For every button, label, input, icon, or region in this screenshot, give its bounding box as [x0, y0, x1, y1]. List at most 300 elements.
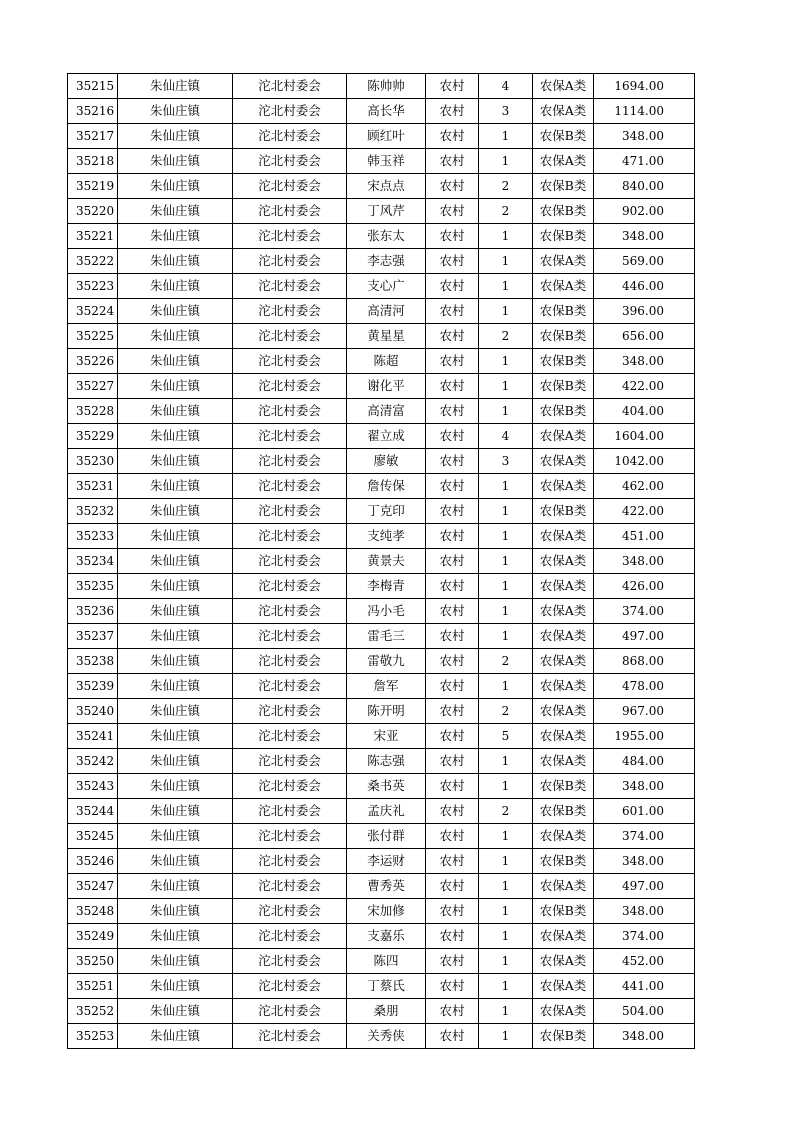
- cell-category: 农保A类: [533, 999, 594, 1024]
- cell-member-count: 1: [479, 599, 533, 624]
- cell-village: 沱北村委会: [233, 374, 347, 399]
- cell-member-count: 1: [479, 849, 533, 874]
- cell-category: 农保A类: [533, 524, 594, 549]
- cell-category: 农保A类: [533, 824, 594, 849]
- cell-name: 支嘉乐: [347, 924, 426, 949]
- cell-household-type: 农村: [426, 674, 479, 699]
- table-row: [68, 599, 695, 624]
- cell-town: 朱仙庄镇: [118, 749, 233, 774]
- cell-town: 朱仙庄镇: [118, 924, 233, 949]
- cell-id: 35230: [68, 449, 118, 474]
- cell-name: 陈帅帅: [347, 74, 426, 99]
- cell-town: 朱仙庄镇: [118, 549, 233, 574]
- cell-member-count: 1: [479, 974, 533, 999]
- cell-name: 曹秀英: [347, 874, 426, 899]
- cell-category: 农保A类: [533, 949, 594, 974]
- table-row: [68, 649, 695, 674]
- cell-town: 朱仙庄镇: [118, 899, 233, 924]
- cell-household-type: 农村: [426, 299, 479, 324]
- cell-village: 沱北村委会: [233, 624, 347, 649]
- cell-amount: 422.00: [594, 499, 695, 524]
- cell-name: 丁蔡氏: [347, 974, 426, 999]
- cell-id: 35251: [68, 974, 118, 999]
- cell-amount: 348.00: [594, 774, 695, 799]
- cell-town: 朱仙庄镇: [118, 724, 233, 749]
- table-row: [68, 774, 695, 799]
- cell-household-type: 农村: [426, 424, 479, 449]
- cell-name: 宋亚: [347, 724, 426, 749]
- cell-member-count: 1: [479, 499, 533, 524]
- cell-amount: 374.00: [594, 924, 695, 949]
- cell-member-count: 1: [479, 824, 533, 849]
- cell-name: 宋加修: [347, 899, 426, 924]
- cell-town: 朱仙庄镇: [118, 1024, 233, 1049]
- cell-amount: 471.00: [594, 149, 695, 174]
- cell-village: 沱北村委会: [233, 724, 347, 749]
- cell-village: 沱北村委会: [233, 224, 347, 249]
- table-row: [68, 124, 695, 149]
- cell-category: 农保B类: [533, 324, 594, 349]
- cell-amount: 484.00: [594, 749, 695, 774]
- cell-village: 沱北村委会: [233, 524, 347, 549]
- cell-category: 农保A类: [533, 624, 594, 649]
- cell-town: 朱仙庄镇: [118, 74, 233, 99]
- cell-household-type: 农村: [426, 924, 479, 949]
- cell-household-type: 农村: [426, 174, 479, 199]
- cell-town: 朱仙庄镇: [118, 224, 233, 249]
- cell-town: 朱仙庄镇: [118, 874, 233, 899]
- cell-town: 朱仙庄镇: [118, 174, 233, 199]
- cell-member-count: 1: [479, 999, 533, 1024]
- cell-amount: 569.00: [594, 249, 695, 274]
- cell-id: 35244: [68, 799, 118, 824]
- cell-id: 35216: [68, 99, 118, 124]
- cell-category: 农保A类: [533, 974, 594, 999]
- cell-member-count: 2: [479, 649, 533, 674]
- cell-member-count: 1: [479, 524, 533, 549]
- cell-amount: 396.00: [594, 299, 695, 324]
- cell-member-count: 5: [479, 724, 533, 749]
- cell-town: 朱仙庄镇: [118, 424, 233, 449]
- cell-id: 35233: [68, 524, 118, 549]
- cell-member-count: 1: [479, 874, 533, 899]
- cell-name: 詹传保: [347, 474, 426, 499]
- cell-name: 支纯孝: [347, 524, 426, 549]
- cell-id: 35237: [68, 624, 118, 649]
- cell-name: 翟立成: [347, 424, 426, 449]
- cell-village: 沱北村委会: [233, 499, 347, 524]
- cell-id: 35219: [68, 174, 118, 199]
- cell-id: 35242: [68, 749, 118, 774]
- cell-member-count: 4: [479, 424, 533, 449]
- cell-category: 农保A类: [533, 99, 594, 124]
- cell-village: 沱北村委会: [233, 249, 347, 274]
- cell-town: 朱仙庄镇: [118, 299, 233, 324]
- cell-village: 沱北村委会: [233, 874, 347, 899]
- cell-id: 35235: [68, 574, 118, 599]
- cell-name: 桑书英: [347, 774, 426, 799]
- cell-name: 廖敏: [347, 449, 426, 474]
- cell-amount: 1042.00: [594, 449, 695, 474]
- cell-category: 农保A类: [533, 424, 594, 449]
- cell-household-type: 农村: [426, 549, 479, 574]
- table-row: [68, 249, 695, 274]
- cell-town: 朱仙庄镇: [118, 599, 233, 624]
- cell-member-count: 1: [479, 224, 533, 249]
- table-row: [68, 499, 695, 524]
- cell-household-type: 农村: [426, 849, 479, 874]
- cell-amount: 374.00: [594, 824, 695, 849]
- cell-name: 张付群: [347, 824, 426, 849]
- cell-category: 农保A类: [533, 599, 594, 624]
- cell-town: 朱仙庄镇: [118, 449, 233, 474]
- cell-town: 朱仙庄镇: [118, 149, 233, 174]
- cell-household-type: 农村: [426, 199, 479, 224]
- cell-name: 桑朋: [347, 999, 426, 1024]
- cell-category: 农保B类: [533, 799, 594, 824]
- cell-category: 农保A类: [533, 699, 594, 724]
- cell-household-type: 农村: [426, 724, 479, 749]
- cell-member-count: 1: [479, 149, 533, 174]
- cell-id: 35224: [68, 299, 118, 324]
- cell-category: 农保A类: [533, 249, 594, 274]
- cell-id: 35221: [68, 224, 118, 249]
- cell-category: 农保B类: [533, 124, 594, 149]
- cell-amount: 348.00: [594, 1024, 695, 1049]
- cell-amount: 1955.00: [594, 724, 695, 749]
- cell-amount: 422.00: [594, 374, 695, 399]
- cell-id: 35232: [68, 499, 118, 524]
- cell-town: 朱仙庄镇: [118, 124, 233, 149]
- table-row: [68, 949, 695, 974]
- cell-village: 沱北村委会: [233, 849, 347, 874]
- cell-category: 农保B类: [533, 499, 594, 524]
- cell-name: 陈超: [347, 349, 426, 374]
- cell-town: 朱仙庄镇: [118, 949, 233, 974]
- cell-name: 高长华: [347, 99, 426, 124]
- cell-id: 35253: [68, 1024, 118, 1049]
- cell-category: 农保B类: [533, 399, 594, 424]
- cell-name: 关秀侠: [347, 1024, 426, 1049]
- cell-id: 35222: [68, 249, 118, 274]
- cell-household-type: 农村: [426, 224, 479, 249]
- cell-town: 朱仙庄镇: [118, 524, 233, 549]
- cell-household-type: 农村: [426, 374, 479, 399]
- cell-member-count: 1: [479, 249, 533, 274]
- cell-id: 35223: [68, 274, 118, 299]
- cell-amount: 452.00: [594, 949, 695, 974]
- cell-name: 韩玉祥: [347, 149, 426, 174]
- cell-name: 张东太: [347, 224, 426, 249]
- cell-member-count: 1: [479, 274, 533, 299]
- cell-member-count: 2: [479, 174, 533, 199]
- cell-category: 农保B类: [533, 899, 594, 924]
- cell-village: 沱北村委会: [233, 749, 347, 774]
- cell-town: 朱仙庄镇: [118, 99, 233, 124]
- cell-village: 沱北村委会: [233, 124, 347, 149]
- cell-town: 朱仙庄镇: [118, 199, 233, 224]
- table-row: [68, 799, 695, 824]
- cell-id: 35246: [68, 849, 118, 874]
- cell-category: 农保A类: [533, 274, 594, 299]
- cell-member-count: 1: [479, 924, 533, 949]
- cell-id: 35245: [68, 824, 118, 849]
- table-row: [68, 974, 695, 999]
- cell-household-type: 农村: [426, 524, 479, 549]
- table-row: [68, 624, 695, 649]
- cell-household-type: 农村: [426, 249, 479, 274]
- cell-id: 35227: [68, 374, 118, 399]
- cell-name: 宋点点: [347, 174, 426, 199]
- cell-household-type: 农村: [426, 449, 479, 474]
- cell-amount: 840.00: [594, 174, 695, 199]
- cell-household-type: 农村: [426, 949, 479, 974]
- cell-category: 农保B类: [533, 1024, 594, 1049]
- cell-name: 谢化平: [347, 374, 426, 399]
- roster-table: [67, 73, 695, 1049]
- cell-id: 35226: [68, 349, 118, 374]
- table-row: [68, 549, 695, 574]
- cell-member-count: 1: [479, 1024, 533, 1049]
- cell-category: 农保A类: [533, 449, 594, 474]
- cell-id: 35215: [68, 74, 118, 99]
- table-row: [68, 524, 695, 549]
- cell-amount: 451.00: [594, 524, 695, 549]
- cell-member-count: 1: [479, 574, 533, 599]
- cell-id: 35252: [68, 999, 118, 1024]
- cell-household-type: 农村: [426, 324, 479, 349]
- cell-town: 朱仙庄镇: [118, 674, 233, 699]
- cell-town: 朱仙庄镇: [118, 774, 233, 799]
- cell-household-type: 农村: [426, 574, 479, 599]
- table-row: [68, 449, 695, 474]
- cell-household-type: 农村: [426, 999, 479, 1024]
- cell-amount: 348.00: [594, 549, 695, 574]
- cell-household-type: 农村: [426, 1024, 479, 1049]
- cell-town: 朱仙庄镇: [118, 849, 233, 874]
- cell-amount: 441.00: [594, 974, 695, 999]
- cell-village: 沱北村委会: [233, 899, 347, 924]
- cell-category: 农保A类: [533, 74, 594, 99]
- cell-category: 农保A类: [533, 674, 594, 699]
- cell-amount: 446.00: [594, 274, 695, 299]
- table-row: [68, 399, 695, 424]
- cell-id: 35240: [68, 699, 118, 724]
- cell-household-type: 农村: [426, 124, 479, 149]
- cell-village: 沱北村委会: [233, 649, 347, 674]
- cell-name: 孟庆礼: [347, 799, 426, 824]
- table-row: [68, 849, 695, 874]
- cell-amount: 374.00: [594, 599, 695, 624]
- cell-village: 沱北村委会: [233, 199, 347, 224]
- cell-amount: 348.00: [594, 124, 695, 149]
- cell-id: 35241: [68, 724, 118, 749]
- cell-member-count: 1: [479, 374, 533, 399]
- cell-category: 农保A类: [533, 549, 594, 574]
- cell-household-type: 农村: [426, 349, 479, 374]
- cell-household-type: 农村: [426, 499, 479, 524]
- cell-town: 朱仙庄镇: [118, 574, 233, 599]
- cell-amount: 1694.00: [594, 74, 695, 99]
- cell-member-count: 1: [479, 749, 533, 774]
- table-row: [68, 174, 695, 199]
- cell-town: 朱仙庄镇: [118, 399, 233, 424]
- cell-id: 35247: [68, 874, 118, 899]
- cell-category: 农保B类: [533, 374, 594, 399]
- cell-member-count: 1: [479, 949, 533, 974]
- cell-member-count: 1: [479, 474, 533, 499]
- cell-village: 沱北村委会: [233, 674, 347, 699]
- cell-village: 沱北村委会: [233, 1024, 347, 1049]
- cell-household-type: 农村: [426, 699, 479, 724]
- cell-household-type: 农村: [426, 99, 479, 124]
- cell-member-count: 4: [479, 74, 533, 99]
- cell-category: 农保A类: [533, 574, 594, 599]
- cell-member-count: 2: [479, 699, 533, 724]
- cell-village: 沱北村委会: [233, 324, 347, 349]
- cell-name: 冯小毛: [347, 599, 426, 624]
- cell-name: 陈四: [347, 949, 426, 974]
- cell-village: 沱北村委会: [233, 449, 347, 474]
- cell-household-type: 农村: [426, 749, 479, 774]
- cell-household-type: 农村: [426, 74, 479, 99]
- cell-village: 沱北村委会: [233, 299, 347, 324]
- table-row: [68, 1024, 695, 1049]
- cell-village: 沱北村委会: [233, 274, 347, 299]
- cell-name: 黄景夫: [347, 549, 426, 574]
- cell-name: 陈开明: [347, 699, 426, 724]
- cell-village: 沱北村委会: [233, 574, 347, 599]
- cell-amount: 601.00: [594, 799, 695, 824]
- cell-category: 农保A类: [533, 874, 594, 899]
- cell-amount: 497.00: [594, 874, 695, 899]
- cell-village: 沱北村委会: [233, 949, 347, 974]
- cell-amount: 868.00: [594, 649, 695, 674]
- cell-id: 35231: [68, 474, 118, 499]
- cell-amount: 426.00: [594, 574, 695, 599]
- cell-town: 朱仙庄镇: [118, 699, 233, 724]
- cell-amount: 902.00: [594, 199, 695, 224]
- cell-household-type: 农村: [426, 399, 479, 424]
- cell-amount: 478.00: [594, 674, 695, 699]
- cell-village: 沱北村委会: [233, 774, 347, 799]
- cell-id: 35234: [68, 549, 118, 574]
- cell-name: 顾红叶: [347, 124, 426, 149]
- cell-member-count: 1: [479, 899, 533, 924]
- cell-name: 雷敬九: [347, 649, 426, 674]
- cell-amount: 462.00: [594, 474, 695, 499]
- cell-town: 朱仙庄镇: [118, 649, 233, 674]
- table-row: [68, 199, 695, 224]
- cell-id: 35220: [68, 199, 118, 224]
- cell-village: 沱北村委会: [233, 924, 347, 949]
- cell-household-type: 农村: [426, 774, 479, 799]
- table-row: [68, 724, 695, 749]
- table-row: [68, 74, 695, 99]
- cell-village: 沱北村委会: [233, 799, 347, 824]
- cell-town: 朱仙庄镇: [118, 999, 233, 1024]
- table-row: [68, 374, 695, 399]
- table-row: [68, 299, 695, 324]
- table-row: [68, 424, 695, 449]
- cell-member-count: 1: [479, 624, 533, 649]
- cell-village: 沱北村委会: [233, 149, 347, 174]
- table-row: [68, 99, 695, 124]
- cell-amount: 967.00: [594, 699, 695, 724]
- cell-amount: 348.00: [594, 349, 695, 374]
- cell-town: 朱仙庄镇: [118, 474, 233, 499]
- table-row: [68, 674, 695, 699]
- table-row: [68, 324, 695, 349]
- table-row: [68, 874, 695, 899]
- cell-member-count: 1: [479, 299, 533, 324]
- cell-amount: 348.00: [594, 849, 695, 874]
- table-row: [68, 999, 695, 1024]
- cell-amount: 656.00: [594, 324, 695, 349]
- cell-town: 朱仙庄镇: [118, 499, 233, 524]
- cell-village: 沱北村委会: [233, 599, 347, 624]
- cell-member-count: 1: [479, 774, 533, 799]
- table-row: [68, 899, 695, 924]
- roster-body: [68, 74, 695, 1049]
- cell-village: 沱北村委会: [233, 349, 347, 374]
- table-row: [68, 274, 695, 299]
- table-row: [68, 924, 695, 949]
- cell-name: 李梅青: [347, 574, 426, 599]
- table-row: [68, 474, 695, 499]
- cell-amount: 497.00: [594, 624, 695, 649]
- cell-household-type: 农村: [426, 474, 479, 499]
- cell-town: 朱仙庄镇: [118, 274, 233, 299]
- cell-town: 朱仙庄镇: [118, 824, 233, 849]
- cell-id: 35243: [68, 774, 118, 799]
- cell-category: 农保A类: [533, 924, 594, 949]
- cell-category: 农保B类: [533, 774, 594, 799]
- cell-amount: 504.00: [594, 999, 695, 1024]
- cell-name: 雷毛三: [347, 624, 426, 649]
- cell-member-count: 2: [479, 324, 533, 349]
- cell-household-type: 农村: [426, 974, 479, 999]
- cell-town: 朱仙庄镇: [118, 624, 233, 649]
- cell-household-type: 农村: [426, 799, 479, 824]
- cell-town: 朱仙庄镇: [118, 974, 233, 999]
- cell-name: 高清河: [347, 299, 426, 324]
- cell-category: 农保A类: [533, 749, 594, 774]
- cell-member-count: 1: [479, 549, 533, 574]
- cell-category: 农保B类: [533, 299, 594, 324]
- cell-village: 沱北村委会: [233, 174, 347, 199]
- cell-name: 李运财: [347, 849, 426, 874]
- table-row: [68, 824, 695, 849]
- cell-household-type: 农村: [426, 599, 479, 624]
- cell-village: 沱北村委会: [233, 549, 347, 574]
- cell-id: 35236: [68, 599, 118, 624]
- cell-household-type: 农村: [426, 149, 479, 174]
- cell-village: 沱北村委会: [233, 999, 347, 1024]
- table-row: [68, 574, 695, 599]
- cell-name: 李志强: [347, 249, 426, 274]
- cell-amount: 348.00: [594, 224, 695, 249]
- cell-id: 35229: [68, 424, 118, 449]
- cell-id: 35239: [68, 674, 118, 699]
- cell-household-type: 农村: [426, 624, 479, 649]
- cell-town: 朱仙庄镇: [118, 349, 233, 374]
- cell-name: 高清富: [347, 399, 426, 424]
- cell-category: 农保A类: [533, 149, 594, 174]
- cell-member-count: 2: [479, 199, 533, 224]
- cell-village: 沱北村委会: [233, 824, 347, 849]
- cell-village: 沱北村委会: [233, 424, 347, 449]
